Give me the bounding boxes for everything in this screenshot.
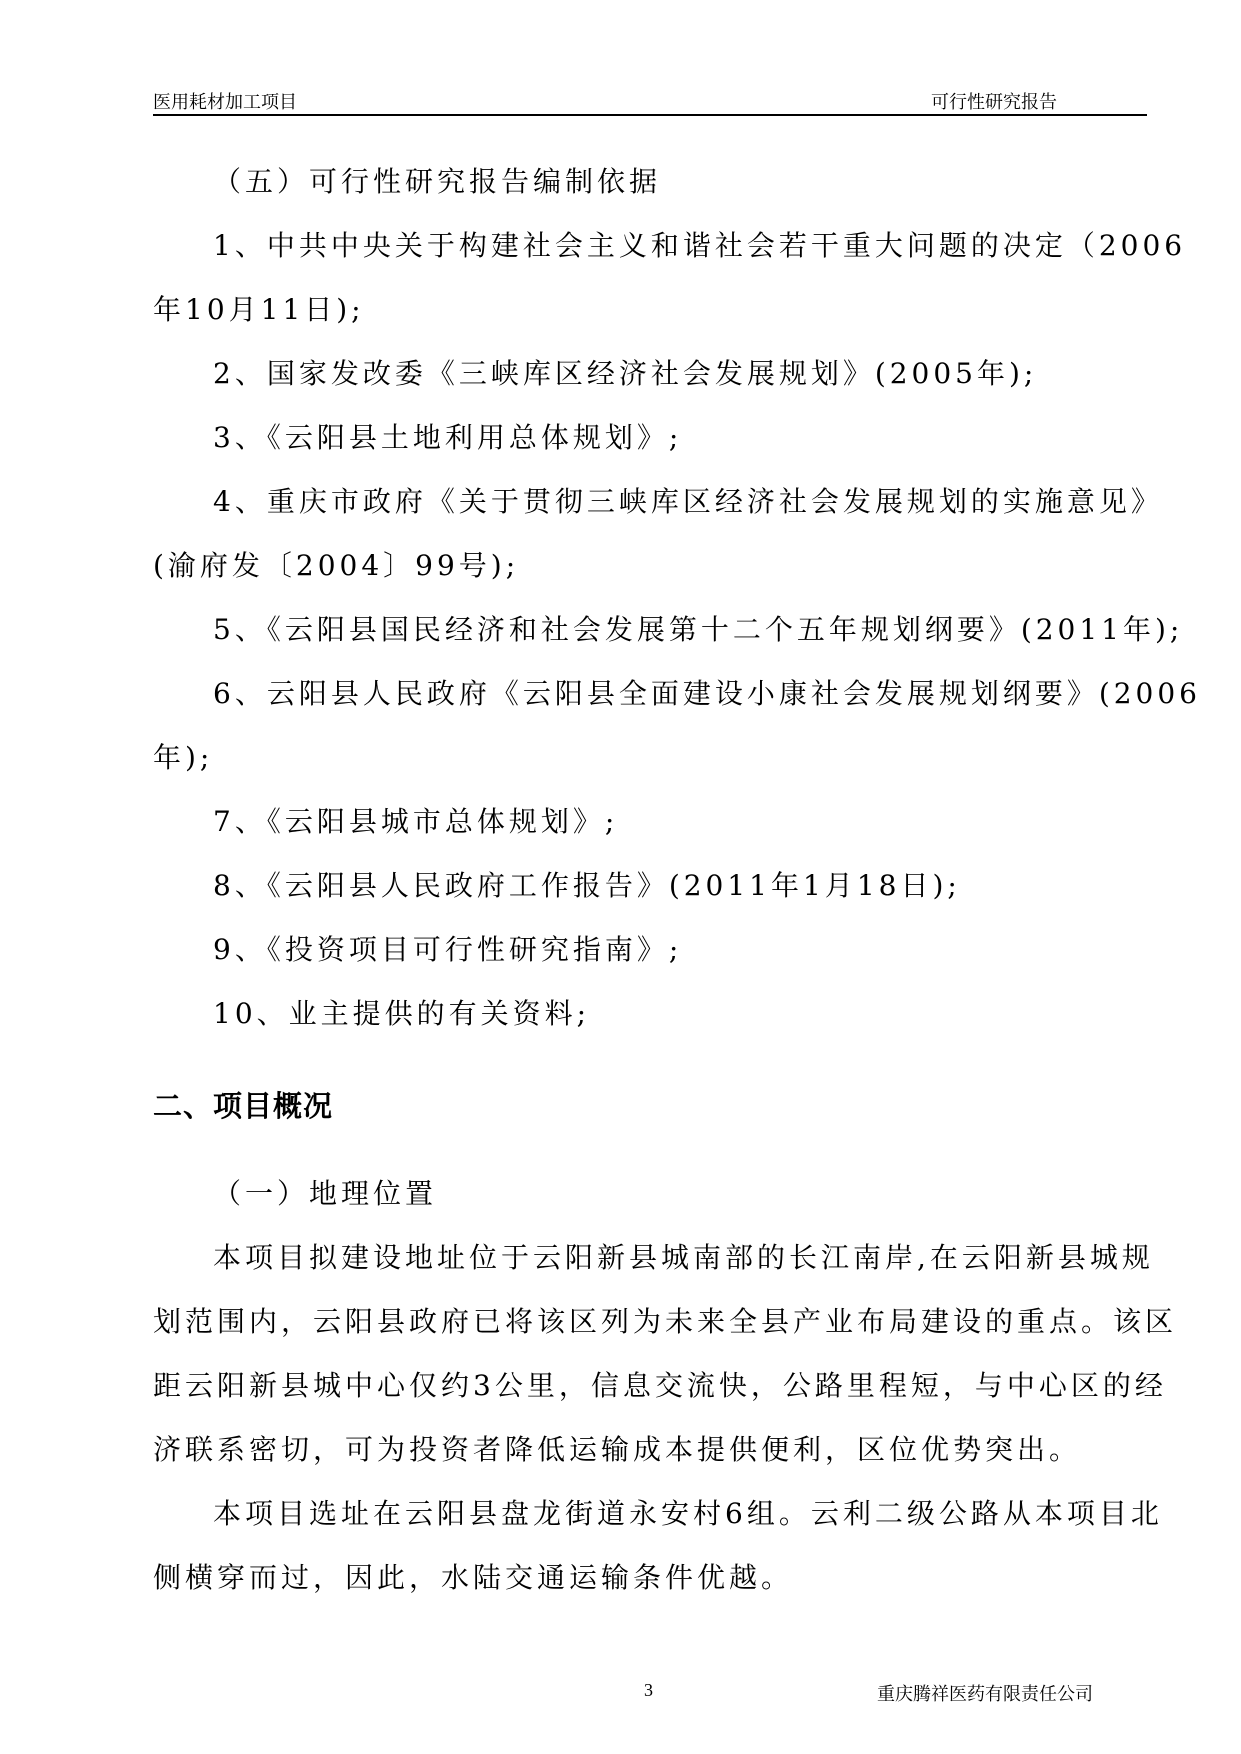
location-para-2-line-1: 本项目选址在云阳县盘龙街道永安村6组。云利二级公路从本项目北 xyxy=(213,1497,1163,1530)
basis-item-10: 10、业主提供的有关资料; xyxy=(213,997,591,1030)
subsection-title-location: （一）地理位置 xyxy=(213,1177,438,1210)
basis-item-2: 2、国家发改委《三峡库区经济社会发展规划》(2005年); xyxy=(213,357,1038,390)
basis-item-1-line-1: 1、中共中央关于构建社会主义和谐社会若干重大问题的决定（2006 xyxy=(213,229,1187,262)
section-title-basis: （五）可行性研究报告编制依据 xyxy=(213,165,662,198)
location-para-2-line-2: 侧横穿而过，因此，水陆交通运输条件优越。 xyxy=(153,1561,794,1594)
location-para-1-line-1: 本项目拟建设地址位于云阳新县城南部的长江南岸,在云阳新县城规 xyxy=(213,1241,1154,1274)
page-number: 3 xyxy=(644,1680,653,1700)
location-para-1-line-3: 距云阳新县城中心仅约3公里，信息交流快，公路里程短，与中心区的经 xyxy=(153,1369,1167,1402)
chapter-heading: 二、项目概况 xyxy=(153,1089,334,1123)
basis-item-1-line-2: 年10月11日); xyxy=(153,293,365,326)
basis-item-6-line-1: 6、云阳县人民政府《云阳县全面建设小康社会发展规划纲要》(2006 xyxy=(213,677,1201,710)
basis-item-4-line-2: (渝府发〔2004〕99号); xyxy=(153,549,520,582)
header-project-name: 医用耗材加工项目 xyxy=(153,92,297,112)
page-header xyxy=(153,86,1147,116)
footer-company: 重庆腾祥医药有限责任公司 xyxy=(877,1684,1093,1704)
location-para-1-line-4: 济联系密切，可为投资者降低运输成本提供便利，区位优势突出。 xyxy=(153,1433,1082,1466)
basis-item-4-line-1: 4、重庆市政府《关于贯彻三峡库区经济社会发展规划的实施意见》 xyxy=(213,485,1163,518)
location-para-1-line-2: 划范围内，云阳县政府已将该区列为未来全县产业布局建设的重点。该区 xyxy=(153,1305,1178,1338)
header-report-type: 可行性研究报告 xyxy=(931,92,1057,112)
basis-item-3: 3、《云阳县土地利用总体规划》; xyxy=(213,421,683,454)
basis-item-9: 9、《投资项目可行性研究指南》; xyxy=(213,933,683,966)
page-body xyxy=(153,150,1201,1610)
basis-item-7: 7、《云阳县城市总体规划》; xyxy=(213,805,619,838)
page-footer xyxy=(0,1680,1241,1710)
basis-item-5: 5、《云阳县国民经济和社会发展第十二个五年规划纲要》(2011年); xyxy=(213,613,1184,646)
basis-item-8: 8、《云阳县人民政府工作报告》(2011年1月18日); xyxy=(213,869,961,902)
basis-item-6-line-2: 年); xyxy=(153,741,214,774)
